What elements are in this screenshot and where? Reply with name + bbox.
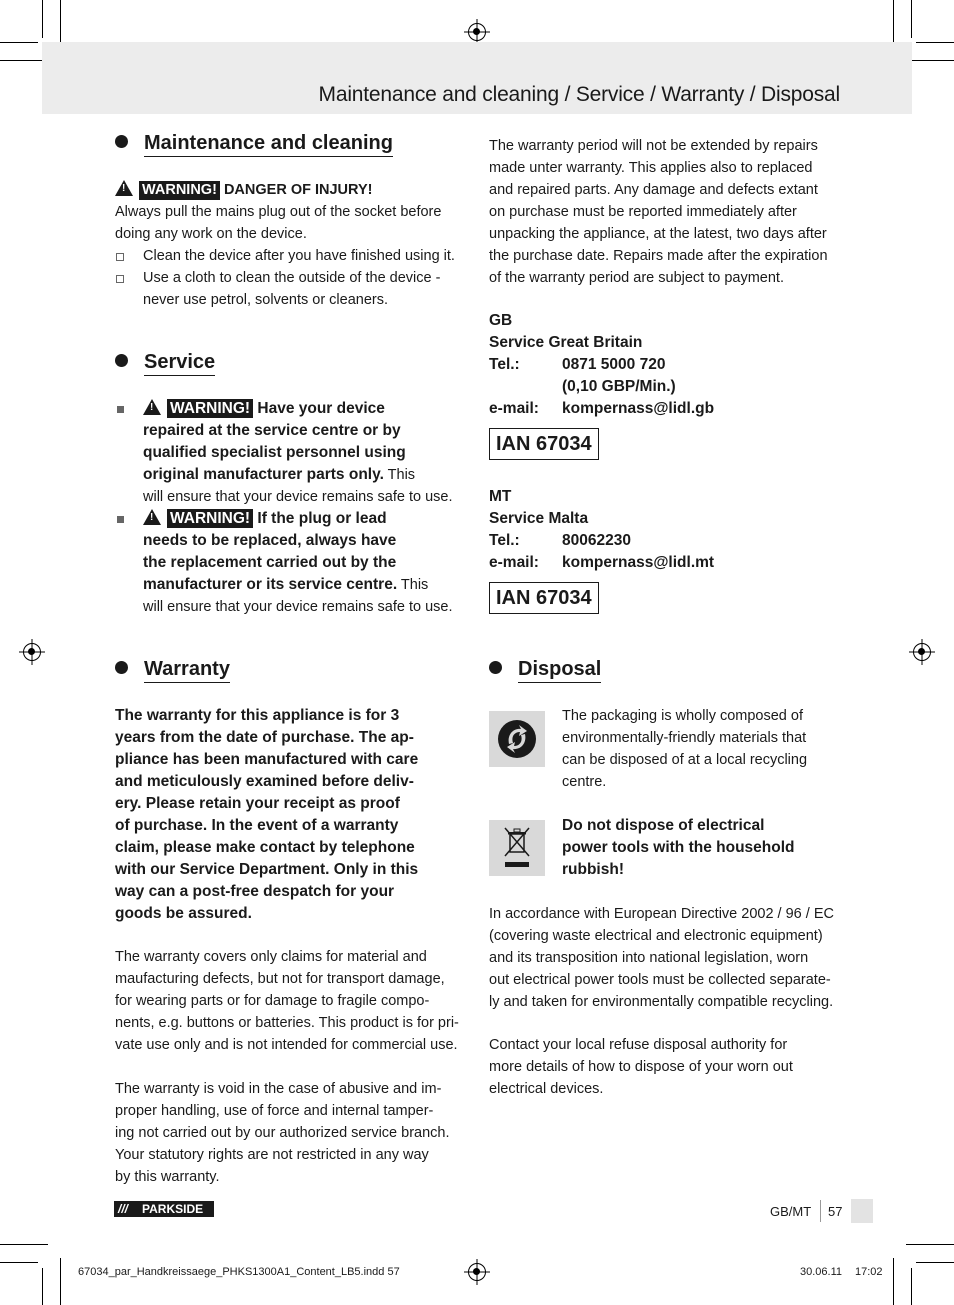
warning-triangle-icon: ! xyxy=(143,399,161,415)
file-date: 30.06.11 xyxy=(800,1266,843,1278)
crop-mark xyxy=(0,42,38,43)
page-title: Maintenance and cleaning / Service / Warranty / Disposal xyxy=(318,83,840,106)
crop-mark xyxy=(42,0,43,38)
crop-mark xyxy=(911,1268,912,1305)
ian-number-badge: IAN 67034 xyxy=(489,428,599,460)
registration-mark-icon xyxy=(23,643,41,661)
packaging-text: The packaging is wholly composed of environmentally-friendly materials that can be disposed of at a local recycling centre. xyxy=(562,708,808,790)
footer-locale: GB/MT xyxy=(770,1204,812,1219)
service-warning-2: ! WARNING! If the plug or lead needs to be replaced, always have the replacement carried out by the manufacturer or its service centre. This will ensure that your device remains safe to use. xyxy=(143,510,453,615)
maintenance-item: Clean the device after you have finished using it. xyxy=(143,248,455,264)
disposal-contact-paragraph: Contact your local refuse disposal authority for more details of how to dispose of your worn out electrical devices. xyxy=(489,1037,793,1097)
service-warning-1: ! WARNING! Have your device repaired at the service centre or by qualified specialist personnel using original manufacturer parts only. This will ensure that your device remains safe to use. xyxy=(143,400,453,505)
maintenance-item: Use a cloth to clean the outside of the device - never use petrol, solvents or cleaners. xyxy=(143,270,441,308)
section-bullet-icon xyxy=(115,135,128,148)
bin-warning-text: Do not dispose of electrical power tools with the household rubbish! xyxy=(562,817,795,878)
maintenance-warning: ! WARNING! DANGER OF INJURY! xyxy=(115,179,372,201)
checkbox-bullet-icon xyxy=(116,275,124,283)
file-info: 67034_par_Handkreissaege_PHKS1300A1_Content_LB5.indd 57 xyxy=(78,1266,400,1278)
file-time: 17:02 xyxy=(855,1266,883,1278)
warranty-extension-paragraph: The warranty period will not be extended by repairs made unter warranty. This applies also to replaced and repaired parts. Any damage and defects extant on purchase must be reported immediately after unpacking the appliance, at the latest, two days after the purchase date. Repairs made after the expiration of the warranty period are subject to payment. xyxy=(489,138,828,286)
email-link[interactable]: kompernass@lidl.mt xyxy=(562,554,715,571)
registration-mark-icon xyxy=(468,1263,486,1281)
footer-divider xyxy=(820,1200,821,1222)
service-mt-block: MT Service Malta Tel.: 80062230 e-mail: kompernass@lidl.mt xyxy=(489,488,715,571)
crop-mark xyxy=(0,1262,38,1263)
section-bullet-icon xyxy=(489,661,502,674)
warranty-paragraph: The warranty covers only claims for material and maufacturing defects, but not for transport damage, for wearing parts or for damage to fragile compo- nents, e.g. buttons or batteries. This product is for pri- vate use only and is not intended for commercial use. xyxy=(115,949,459,1053)
section-bullet-icon xyxy=(115,661,128,674)
crop-mark xyxy=(911,0,912,38)
service-gb-block: GB Service Great Britain Tel.: 0871 5000 720 (0,10 GBP/Min.) e-mail: kompernass@lidl.gb xyxy=(489,312,715,417)
crop-mark xyxy=(906,60,954,61)
square-bullet-icon xyxy=(117,406,124,413)
crop-mark xyxy=(916,1262,954,1263)
heading-maintenance: Maintenance and cleaning xyxy=(115,132,393,155)
checkbox-bullet-icon xyxy=(116,253,124,261)
crop-mark xyxy=(60,1258,61,1305)
directive-paragraph: In accordance with European Directive 2002 / 96 / EC (covering waste electrical and electronic equipment) and its transposition into national legislation, worn out electrical power tools must be collected separate- ly and taken for environmentally compatible recycling. xyxy=(489,906,834,1010)
registration-mark-icon xyxy=(913,643,931,661)
page-number: 57 xyxy=(828,1204,843,1219)
crop-mark xyxy=(906,1244,954,1245)
heading-disposal: Disposal xyxy=(489,658,601,681)
crop-mark xyxy=(0,60,48,61)
crossed-bin-icon xyxy=(489,820,545,876)
registration-mark-icon xyxy=(468,23,486,41)
warning-triangle-icon: ! xyxy=(143,509,161,525)
section-bullet-icon xyxy=(115,354,128,367)
brand-logo: /// PARKSIDE xyxy=(114,1201,214,1217)
heading-service: Service xyxy=(115,351,215,374)
square-bullet-icon xyxy=(117,516,124,523)
heading-warranty: Warranty xyxy=(115,658,230,681)
warranty-bold-paragraph: The warranty for this appliance is for 3 years from the date of purchase. The ap- pliance has been manufactured with care and meticulously examined before deliv- ery. Please retain your receipt as proof of purchase. In the event of a warranty claim, please make contact by telephone with our Service Department. Only in this way can a post-free despatch for your goods be assured. xyxy=(115,707,419,922)
ian-number-badge: IAN 67034 xyxy=(489,582,599,614)
crop-mark xyxy=(893,0,894,48)
crop-mark xyxy=(893,1258,894,1305)
recycling-green-dot-icon xyxy=(489,711,545,767)
warning-triangle-icon: ! xyxy=(115,180,133,196)
crop-mark xyxy=(916,42,954,43)
warranty-paragraph: The warranty is void in the case of abusive and im- proper handling, use of force and internal tamper- ing not carried out by our authorized service branch. Your statutory rights are not restricted in any way by this warranty. xyxy=(115,1081,450,1185)
crop-mark xyxy=(60,0,61,48)
email-link[interactable]: kompernass@lidl.gb xyxy=(562,400,715,417)
crop-mark xyxy=(0,1244,48,1245)
crop-mark xyxy=(42,1268,43,1305)
footer-page-tab xyxy=(851,1199,873,1223)
maintenance-intro: Always pull the mains plug out of the socket before doing any work on the device. xyxy=(115,204,442,242)
